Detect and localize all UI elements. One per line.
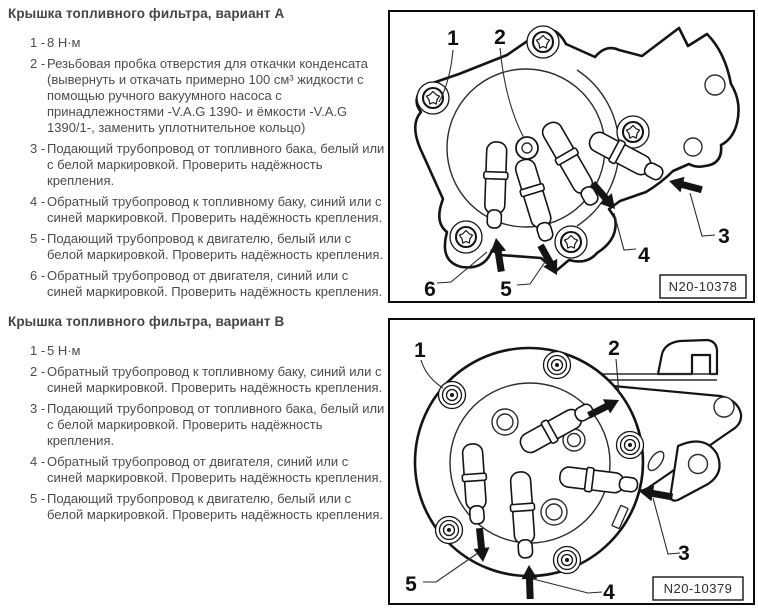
cover-screw [439,382,466,409]
item-text: Подающий трубопровод к двигателю, белый или с белой маркировкой. Проверить надёжность крепления. [47,231,384,262]
legend-item [8,491,386,523]
legend-list-b [8,343,386,523]
legend-section-variant-b [8,314,386,528]
legend-item [8,35,386,51]
bracket-hole [689,455,708,474]
torx-screw [527,26,559,58]
item-number: 1 - [30,35,46,50]
bracket-hole [705,75,725,95]
legend-item [8,194,386,226]
diagram-fuel-filter-cover-variant-a [390,12,753,301]
item-text: Обратный трубопровод к топливному баку, синий или с синей маркировкой. Проверить надёжность крепления. [47,194,383,225]
item-text: Обратный трубопровод от двигателя, синий или с синей маркировкой. Проверить надёжность крепления. [47,268,383,299]
condensate-drain-plug [516,137,538,159]
item-number: 3 - [30,401,46,416]
section-title-variant-a: Крышка топливного фильтра, вариант А [8,6,285,21]
torx-screw [417,82,449,114]
figure-frame-variant-b [388,318,755,605]
callout-number-5: 5 [405,573,417,596]
torx-screw [450,221,482,253]
item-number: 2 - [30,56,46,71]
cover-hole [492,409,518,435]
cover-screw [436,517,463,544]
callout-number-3: 3 [678,542,690,565]
item-text: Подающий трубопровод от топливного бака, белый или с белой маркировкой. Проверить надёжность крепления. [47,141,385,188]
item-number: 5 - [30,491,46,506]
cover-hole [541,499,567,525]
callout-number-3: 3 [718,225,730,248]
leader-line-3 [690,193,715,236]
item-text: Резьбовая пробка отверстия для откачки конденсата (вывернуть и откачать примерно 100 см³ жидкости с помощью ручного вакуумного насоса с принадлежностями -V.A.G 1390- и ёмкости -V.A.G 1390/1-, заменить уплотнительное кольцо) [47,56,369,135]
callout-number-1: 1 [414,339,426,362]
item-number: 2 - [30,364,46,379]
callout-number-5: 5 [500,278,512,301]
diagram-fuel-filter-cover-variant-b [390,320,753,603]
item-text: 8 Н·м [47,35,81,50]
legend-item [8,231,386,263]
leader-line-4 [614,213,636,250]
figure-frame-variant-a [388,10,755,303]
item-text: Подающий трубопровод от топливного бака, белый или с белой маркировкой. Проверить надёжность крепления. [47,401,385,448]
leader-line-3 [653,498,680,554]
item-text: Обратный трубопровод от двигателя, синий или с синей маркировкой. Проверить надёжность крепления. [47,454,383,485]
leader-line-4 [533,579,602,593]
item-number: 4 - [30,194,46,209]
legend-item [8,268,386,300]
legend-item [8,364,386,396]
flow-arrow-3 [667,173,704,197]
callout-number-4: 4 [603,581,615,603]
item-text: Подающий трубопровод к двигателю, белый или с белой маркировкой. Проверить надёжность крепления. [47,491,384,522]
legend-item [8,454,386,486]
leader-line-5 [517,259,547,285]
item-text: 5 Н·м [47,343,81,358]
legend-item [8,343,386,359]
leader-line-1 [421,360,443,388]
item-number: 3 - [30,141,46,156]
torx-screw [555,226,587,258]
item-number: 1 - [30,343,46,358]
mounting-bracket-hook [658,340,717,374]
section-title-variant-b: Крышка топливного фильтра, вариант В [8,314,285,329]
callout-number-6: 6 [424,278,436,301]
figure-id-label: N20-10378 [668,279,738,294]
legend-item [8,401,386,449]
cover-screw [617,432,644,459]
legend-list-a [8,35,386,300]
cover-screw [544,352,571,379]
bracket-hole [684,138,702,156]
item-number: 6 - [30,268,46,283]
cover-screw [554,547,581,574]
legend-item [8,56,386,136]
callout-number-2: 2 [608,337,620,360]
callout-number-4: 4 [638,244,650,267]
bracket-hole [714,397,734,417]
figure-id-label: N20-10379 [663,581,733,596]
callout-number-1: 1 [447,27,459,50]
item-text: Обратный трубопровод к топливному баку, синий или с синей маркировкой. Проверить надёжность крепления. [47,364,383,395]
legend-section-variant-a [8,6,386,305]
callout-number-2: 2 [494,26,506,49]
item-number: 4 - [30,454,46,469]
legend-item [8,141,386,189]
item-number: 5 - [30,231,46,246]
